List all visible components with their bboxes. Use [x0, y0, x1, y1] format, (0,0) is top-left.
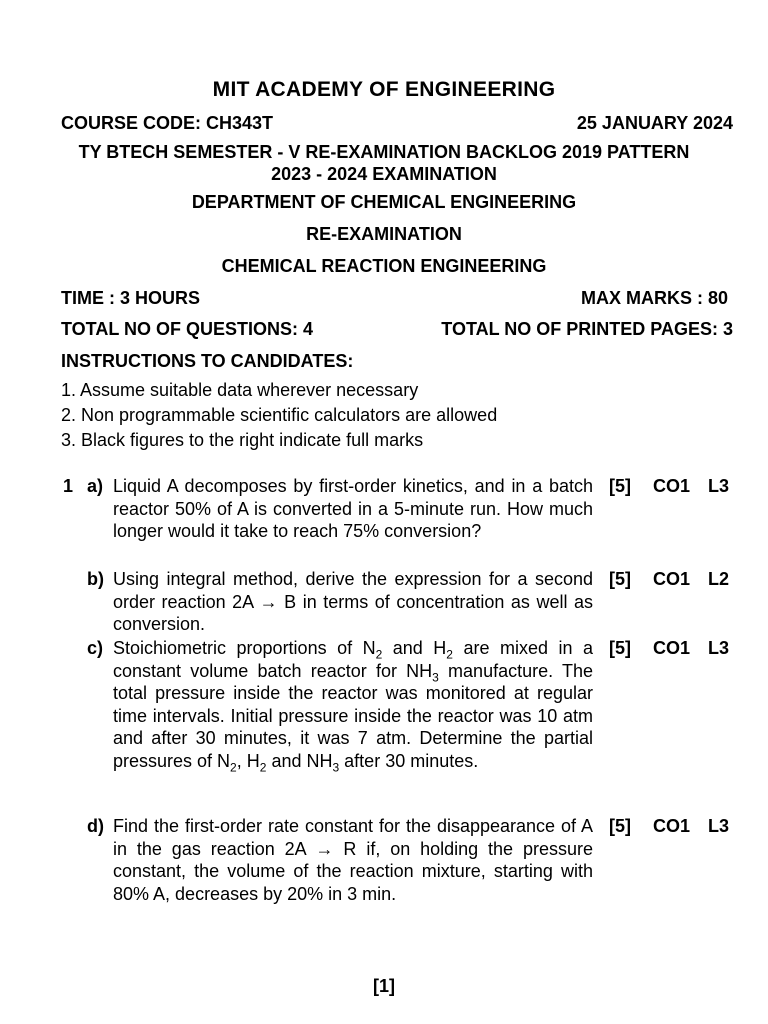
question-number: 1 — [63, 476, 74, 496]
part-letter: a) — [87, 476, 104, 496]
part-letter: d) — [87, 816, 104, 836]
instruction-item: 2. Non programmable scientific calculators are allowed — [61, 405, 498, 425]
instructions-heading: INSTRUCTIONS TO CANDIDATES: — [61, 351, 354, 371]
page-number: [1] — [373, 976, 395, 996]
bloom-level: L3 — [708, 638, 730, 658]
part-letter: c) — [87, 638, 104, 658]
max-marks: MAX MARKS : 80 — [580, 288, 728, 308]
marks: [5] — [609, 638, 631, 658]
instruction-item: 1. Assume suitable data wherever necessary — [61, 380, 419, 400]
part-letter: b) — [87, 569, 104, 589]
course-code: COURSE CODE: CH343T — [61, 113, 274, 133]
institution-title: MIT ACADEMY OF ENGINEERING — [212, 78, 556, 101]
time-marks-row — [61, 288, 728, 309]
questions-pages-row — [61, 319, 733, 340]
course-outcome: CO1 — [653, 816, 691, 836]
question-text: Using integral method, derive the expression for a second order reaction 2A → B in terms of concentration as well as conversion. — [113, 569, 593, 635]
question-text: Liquid A decomposes by first-order kinetics, and in a batch reactor 50% of A is converted in a 5-minute run. How much longer would it take to reach 75% conversion? — [113, 476, 593, 542]
bloom-level: L2 — [708, 569, 730, 589]
bloom-level: L3 — [708, 476, 730, 496]
course-outcome: CO1 — [653, 638, 691, 658]
course-date-row — [61, 113, 733, 134]
subject: CHEMICAL REACTION ENGINEERING — [221, 256, 547, 276]
instruction-item: 3. Black figures to the right indicate full marks — [61, 430, 424, 450]
exam-time: TIME : 3 HOURS — [61, 288, 201, 308]
exam-type: RE-EXAMINATION — [306, 224, 462, 244]
marks: [5] — [609, 569, 631, 589]
bloom-level: L3 — [708, 816, 730, 836]
question-text: Find the first-order rate constant for the disappearance of A in the gas reaction 2A → R if, on holding the pressure constant, the volume of the reaction mixture, starting with 80% A, decreases by 20% in 3 min. — [113, 816, 593, 904]
course-outcome: CO1 — [653, 476, 691, 496]
total-questions: TOTAL NO OF QUESTIONS: 4 — [61, 319, 314, 339]
marks: [5] — [609, 816, 631, 836]
instructions-list — [61, 378, 497, 453]
exam-date: 25 JANUARY 2024 — [576, 113, 733, 133]
total-pages: TOTAL NO OF PRINTED PAGES: 3 — [441, 319, 733, 339]
course-outcome: CO1 — [653, 569, 691, 589]
exam-line-1: TY BTECH SEMESTER - V RE-EXAMINATION BACKLOG 2019 PATTERN — [78, 142, 690, 162]
marks: [5] — [609, 476, 631, 496]
question-text: Stoichiometric proportions of $N_2$ and $H_2$ are mixed in a constant volume batch reactor for $NH_3$ manufacture. The total pressure inside the reactor was monitored at regular time intervals. Initial pressure inside the reactor was 10 atm and after 30 minutes, it was 7 atm. Determine the partial pressures of $N_2$, $H_2$ and $NH_3$ after 30 minutes. — [113, 638, 593, 775]
exam-line-2: 2023 - 2024 EXAMINATION — [271, 164, 497, 184]
department: DEPARTMENT OF CHEMICAL ENGINEERING — [191, 192, 577, 212]
